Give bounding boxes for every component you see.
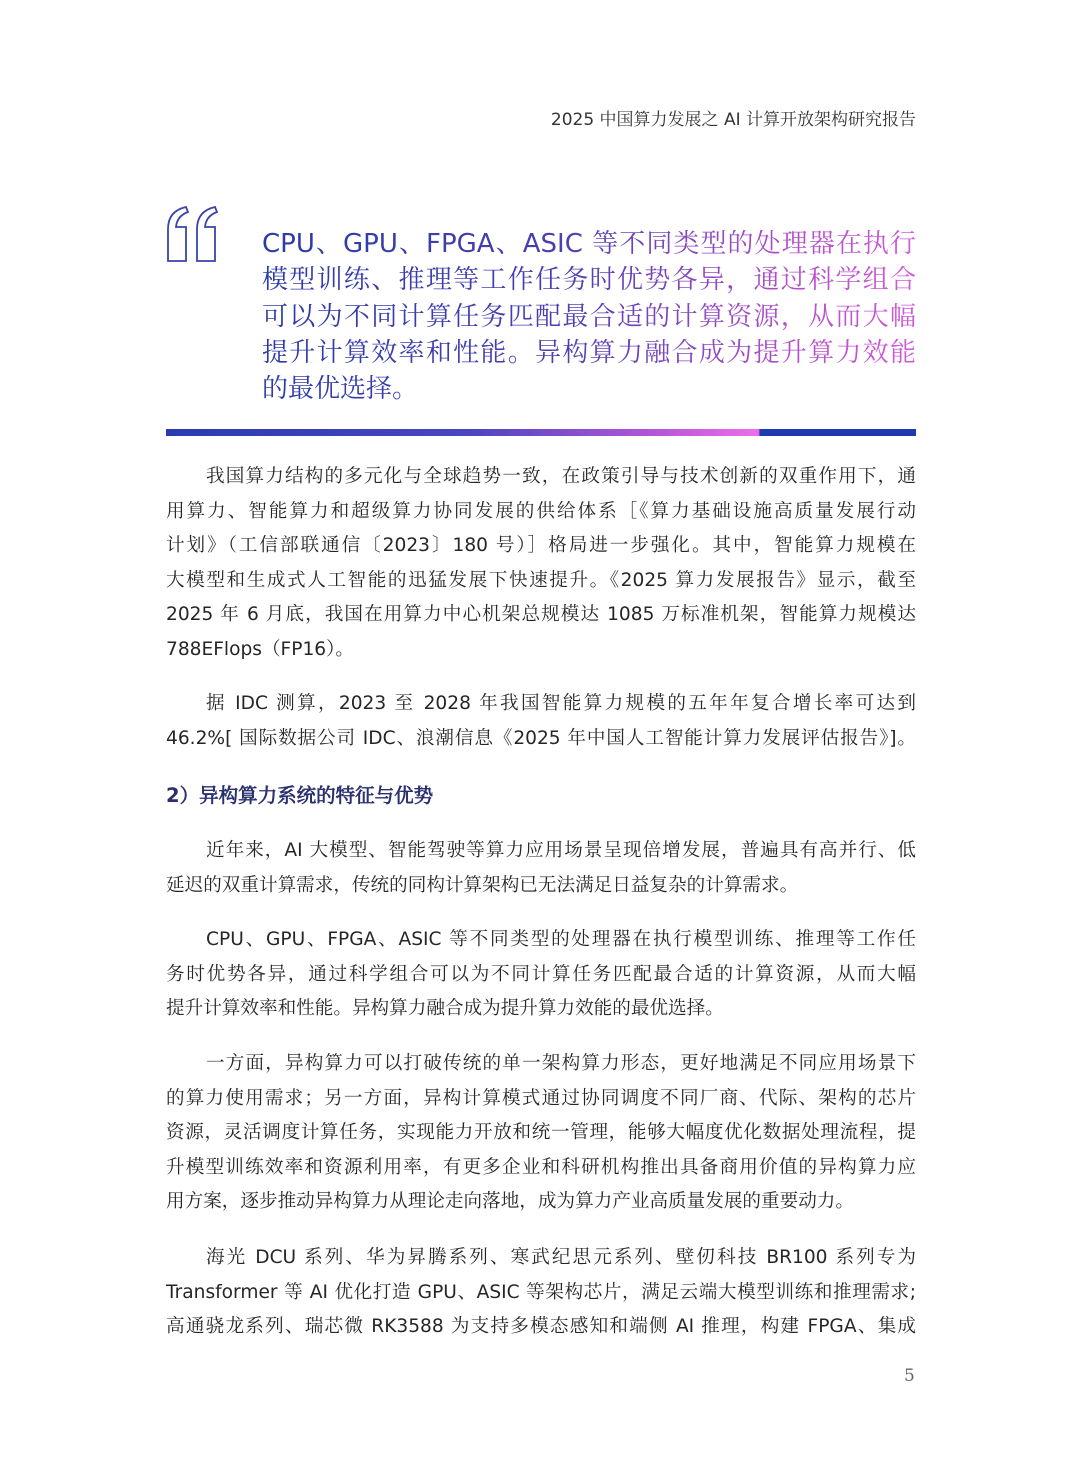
paragraph-5 <box>166 1047 916 1220</box>
quotation-mark-icon <box>164 205 222 265</box>
text-line: 升模型训练效率和资源利用率，有更多企业和科研机构推出具备商用价值的异构算力应 <box>166 1156 916 1178</box>
text-line: 据 IDC 测算，2023 至 2028 年我国智能算力规模的五年年复合增长率可达到 <box>206 693 916 714</box>
text-line: 的算力使用需求；另一方面，异构计算模式通过协同调度不同厂商、代际、架构的芯片 <box>166 1087 916 1109</box>
text-line: 我国算力结构的多元化与全球趋势一致，在政策引导与技术创新的双重作用下，通 <box>206 466 916 487</box>
paragraph-2 <box>166 687 916 756</box>
pull-quote-line: CPU、GPU、FPGA、ASIC 等不同类型的处理器在执行 <box>262 226 916 262</box>
text-line: 延迟的双重计算需求，传统的同构计算架构已无法满足日益复杂的计算需求。 <box>166 874 799 896</box>
paragraph-4 <box>166 923 916 1027</box>
text-line: Transformer 等 AI 优化打造 GPU、ASIC 等架构芯片，满足云端大模型训练和推理需求; <box>166 1281 916 1303</box>
text-line: CPU、GPU、FPGA、ASIC 等不同类型的处理器在执行模型训练、推理等工作任 <box>206 929 916 950</box>
text-line: 788EFlops（FP16）。 <box>166 638 355 660</box>
pull-quote-line: 可以为不同计算任务匹配最合适的计算资源，从而大幅 <box>262 299 916 335</box>
text-line: 用方案，逐步推动异构算力从理论走向落地，成为算力产业高质量发展的重要动力。 <box>166 1191 854 1213</box>
text-line: 用算力、智能算力和超级算力协同发展的供给体系［《算力基础设施高质量发展行动 <box>166 500 916 522</box>
text-line: 高通骁龙系列、瑞芯微 RK3588 为支持多模态感知和端侧 AI 推理，构建 FPGA、集成 <box>166 1316 916 1338</box>
text-line: 计划》（工信部联通信〔2023〕180 号）］格局进一步强化。其中，智能算力规模在 <box>166 535 916 557</box>
pull-quote-line: 模型训练、推理等工作任务时优势各异，通过科学组合 <box>262 262 916 298</box>
text-line: 46.2%[ 国际数据公司 IDC、浪潮信息《2025 年中国人工智能计算力发展评估报告》]。 <box>166 727 916 749</box>
gradient-divider <box>166 429 916 436</box>
text-line: 海光 DCU 系列、华为昇腾系列、寒武纪思元系列、壁仞科技 BR100 系列专为 <box>206 1247 916 1268</box>
pull-quote-line: 的最优选择。 <box>262 371 916 407</box>
page-number: 5 <box>904 1366 915 1386</box>
section-heading: 2）异构算力系统的特征与优势 <box>166 784 434 807</box>
text-line: 近年来，AI 大模型、智能驾驶等算力应用场景呈现倍增发展，普遍具有高并行、低 <box>206 840 916 861</box>
paragraph-6 <box>166 1241 916 1345</box>
paragraph-3 <box>166 834 916 903</box>
text-line: 提升计算效率和性能。异构算力融合成为提升算力效能的最优选择。 <box>166 998 724 1020</box>
text-line: 一方面，异构算力可以打破传统的单一架构算力形态，更好地满足不同应用场景下 <box>206 1053 916 1074</box>
pull-quote-line: 提升计算效率和性能。异构算力融合成为提升算力效能 <box>262 335 916 371</box>
paragraph-1 <box>166 460 916 668</box>
text-line: 资源，灵活调度计算任务，实现能力开放和统一管理，能够大幅度优化数据处理流程，提 <box>166 1122 916 1144</box>
text-line: 2025 年 6 月底，我国在用算力中心机架总规模达 1085 万标准机架，智能算力规模达 <box>166 604 916 626</box>
running-header: 2025 中国算力发展之 AI 计算开放架构研究报告 <box>550 110 916 130</box>
text-line: 大模型和生成式人工智能的迅猛发展下快速提升。《2025 算力发展报告》显示，截至 <box>166 569 916 591</box>
pull-quote <box>262 226 916 407</box>
text-line: 务时优势各异，通过科学组合可以为不同计算任务匹配最合适的计算资源，从而大幅 <box>166 963 916 985</box>
